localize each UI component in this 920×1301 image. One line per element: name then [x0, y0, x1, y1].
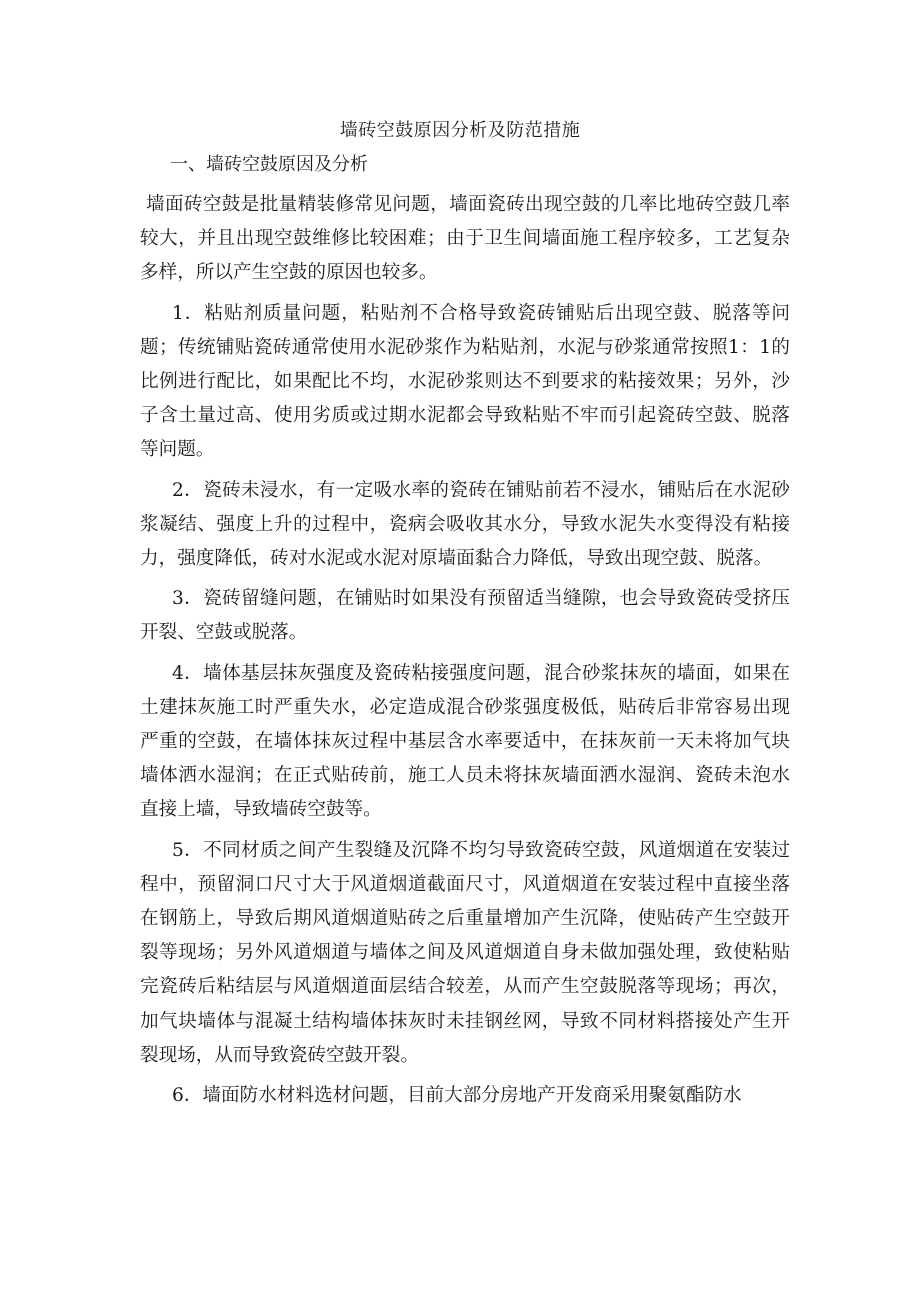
document-body [140, 188, 790, 1119]
cause-item-4: 4．墙体基层抹灰强度及瓷砖粘接强度问题，混合砂浆抹灰的墙面，如果在土建抹灰施工时严重失水，必定造成混合砂浆强度极低，贴砖后非常容易出现严重的空鼓，在墙体抹灰过程中基层含水率要适中，在抹灰前一天未将加气块墙体洒水湿润；在正式贴砖前，施工人员未将抹灰墙面洒水湿润、瓷砖未泡水直接上墙，导致墙砖空鼓等。 [140, 662, 790, 821]
cause-item-2: 2．瓷砖未浸水，有一定吸水率的瓷砖在铺贴前若不浸水，铺贴后在水泥砂浆凝结、强度上升的过程中，瓷病会吸收其水分，导致水泥失水变得没有粘接力，强度降低，砖对水泥或水泥对原墙面黏合力降低，导致出现空鼓、脱落。 [140, 479, 790, 570]
intro-paragraph: 墙面砖空鼓是批量精装修常见问题，墙面瓷砖出现空鼓的几率比地砖空鼓几率较大，并且出现空鼓维修比较困难；由于卫生间墙面施工程序较多，工艺复杂多样，所以产生空鼓的原因也较多。 [140, 194, 790, 284]
cause-item-3: 3．瓷砖留缝问题，在铺贴时如果没有预留适当缝隙，也会导致瓷砖受挤压开裂、空鼓或脱落。 [140, 588, 790, 644]
document-title: 墙砖空鼓原因分析及防范措施 [339, 120, 581, 141]
cause-item-5: 5．不同材质之间产生裂缝及沉降不均匀导致瓷砖空鼓，风道烟道在安装过程中，预留洞口尺寸大于风道烟道截面尺寸，风道烟道在安装过程中直接坐落在钢筋上，导致后期风道烟道贴砖之后重量增加产生沉降，使贴砖产生空鼓开裂等现场；另外风道烟道与墙体之间及风道烟道自身未做加强处理，致使粘贴完瓷砖后粘结层与风道烟道面层结合较差，从而产生空鼓脱落等现场；再次，加气块墙体与混凝土结构墙体抹灰时未挂钢丝网，导致不同材料搭接处产生开裂现场，从而导致瓷砖空鼓开裂。 [140, 839, 790, 1066]
cause-item-1: 1．粘贴剂质量问题，粘贴剂不合格导致瓷砖铺贴后出现空鼓、脱落等问题；传统铺贴瓷砖通常使用水泥砂浆作为粘贴剂，水泥与砂浆通常按照1：1的比例进行配比，如果配比不均，水泥砂浆则达不到要求的粘接效果；另外，沙子含土量过高、使用劣质或过期水泥都会导致粘贴不牢而引起瓷砖空鼓、脱落等问题。 [140, 302, 790, 461]
cause-item-6: 6．墙面防水材料选材问题，目前大部分房地产开发商采用聚氨酯防水 [172, 1085, 742, 1107]
section-heading: 一、墙砖空鼓原因及分析 [170, 154, 368, 175]
